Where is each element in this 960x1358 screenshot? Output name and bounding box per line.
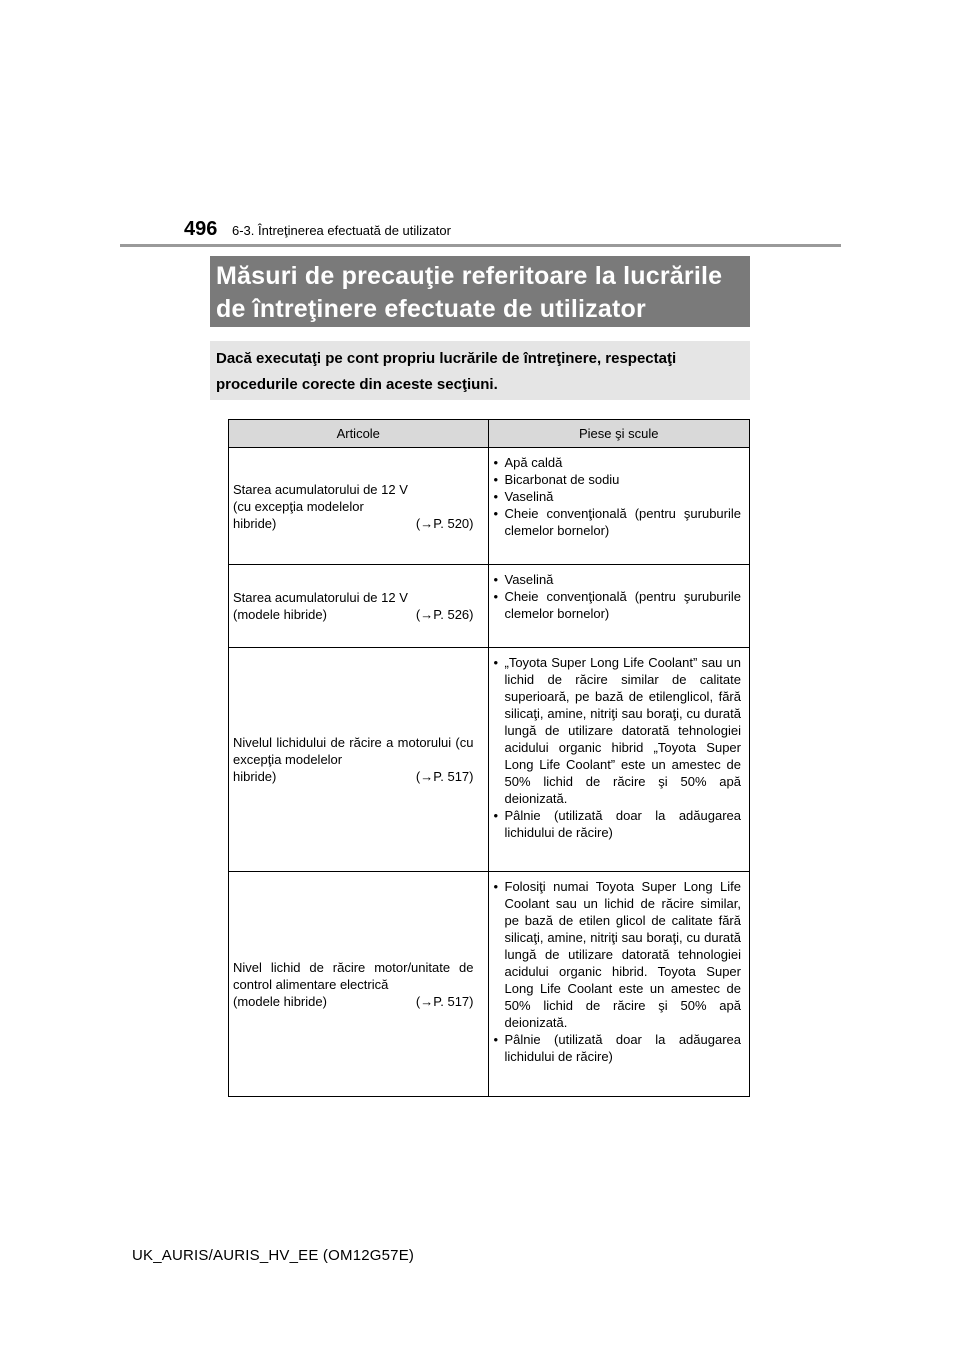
intro-note-line-2: procedurile corecte din aceste secţiuni. (216, 376, 498, 393)
item-text: hibride) (233, 769, 277, 784)
table-row (229, 872, 750, 1097)
list-item: • „Toyota Super Long Life Coolant” sau un lichid de răcire similar de calitate superioară, pe bază de etilenglicol, fără silicaţi, amine, nitriţi sau boraţi, cu durată lungă de utilizare datorată tehnologiei acidului organic hibrid „Toyota Super Long Life Coolant” este un amestec de 50% lichid de răcire şi 50% apă deionizată. (493, 654, 742, 807)
intro-note-line-1: Dacă executaţi pe cont propriu lucrările de întreţinere, respectaţi (216, 350, 677, 367)
list-item: • Pâlnie (utilizată doar la adăugarea lichidului de răcire) (493, 807, 742, 841)
item-text: Nivel lichid de răcire motor/unitate de control alimentare electrică (233, 959, 474, 992)
parts-cell (488, 448, 750, 565)
list-item: • Vaselină (493, 571, 742, 588)
document-code-footer: UK_AURIS/AURIS_HV_EE (OM12G57E) (132, 1247, 415, 1264)
list-item: • Vaselină (493, 488, 742, 505)
list-item: • Cheie convenţională (pentru şuruburile clemelor bornelor) (493, 588, 742, 622)
list-item: • Cheie convenţională (pentru şuruburile clemelor bornelor) (493, 505, 742, 539)
table-row (229, 648, 750, 872)
header-rule (120, 244, 841, 247)
page-reference: (→P. 520) (415, 515, 474, 531)
item-ref-line (233, 993, 474, 1010)
page-title (210, 256, 750, 327)
parts-cell (488, 872, 750, 1097)
item-cell (229, 648, 489, 872)
item-ref-line (233, 768, 474, 785)
table-header-row (229, 420, 750, 448)
item-text: Starea acumulatorului de 12 V (233, 481, 408, 497)
maintenance-table (228, 419, 750, 1097)
page-title-line-2: de întreţinere efectuate de utilizator (216, 295, 646, 323)
parts-cell (488, 565, 750, 648)
parts-list (493, 454, 742, 539)
page-title-line-1: Măsuri de precauţie referitoare la lucrările (216, 262, 723, 290)
item-text: (modele hibride) (233, 607, 327, 622)
item-cell (229, 565, 489, 648)
list-item: • Pâlnie (utilizată doar la adăugarea lichidului de răcire) (493, 1031, 742, 1065)
item-text: (cu excepţia modelelor (233, 498, 364, 514)
parts-list (493, 878, 742, 1065)
list-item: • Folosiţi numai Toyota Super Long Life Coolant sau un lichid de răcire similar, pe bază de etilen glicol de calitate fără silicaţi, amine, nitriţi sau boraţi, cu durată lungă de utilizare datorată tehnologiei acidului organic hibrid. Toyota Super Long Life Coolant este un amestec de 50% lichid de răcire şi 50% apă deionizată. (493, 878, 742, 1031)
item-cell (229, 448, 489, 565)
section-reference: 6-3. Întreţinerea efectuată de utilizator (232, 223, 451, 238)
page-reference: (→P. 517) (415, 993, 474, 1009)
parts-cell (488, 648, 750, 872)
parts-list (493, 654, 742, 841)
item-ref-line (233, 515, 474, 532)
item-ref-line (233, 606, 474, 623)
list-item: • Apă caldă (493, 454, 742, 471)
intro-note (210, 341, 750, 400)
page-number: 496 (184, 218, 218, 240)
table-row (229, 565, 750, 648)
column-header-items: Articole (229, 420, 489, 448)
column-header-parts: Piese şi scule (488, 420, 750, 448)
parts-list (493, 571, 742, 622)
item-text: (modele hibride) (233, 993, 327, 1009)
item-text: Starea acumulatorului de 12 V (233, 590, 408, 605)
list-item: • Bicarbonat de sodiu (493, 471, 742, 488)
page-reference: (→P. 517) (415, 769, 474, 784)
table-row (229, 448, 750, 565)
item-cell (229, 872, 489, 1097)
item-text: Nivelul lichidului de răcire a motorului (cu excepţia modelelor (233, 735, 474, 767)
page-reference: (→P. 526) (415, 607, 474, 622)
item-text: hibride) (233, 515, 277, 531)
